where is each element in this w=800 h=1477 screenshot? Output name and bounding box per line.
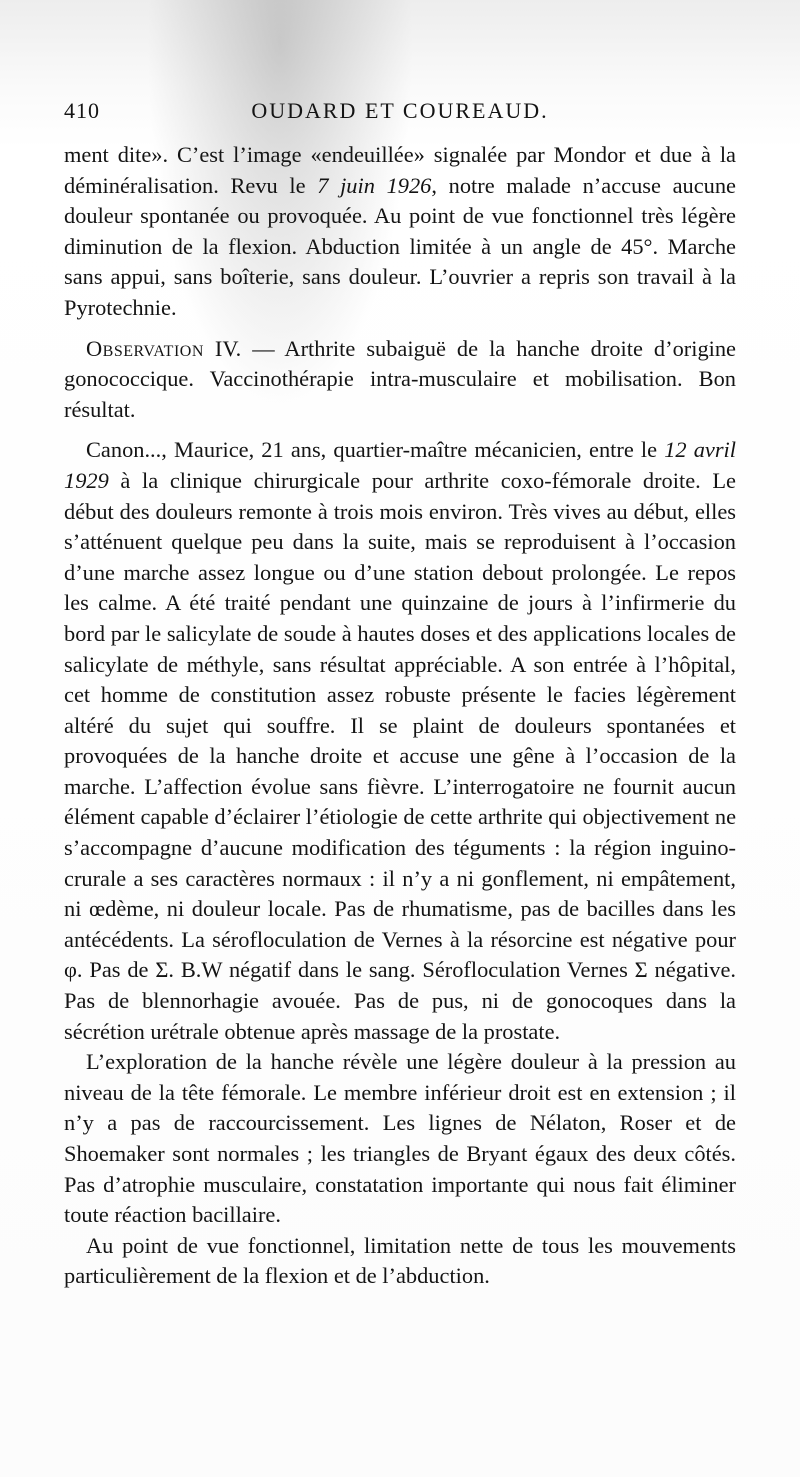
date-revisit: 7 juin 1926 (317, 172, 432, 198)
date-admission: 12 avril 1929 (64, 437, 736, 493)
running-title: OUDARD ET COUREAUD. (251, 98, 549, 123)
body-text (64, 140, 736, 1292)
page-header (64, 98, 736, 128)
paragraph-1-text-a: ment dite». C’est l’image «endeuillée» signalée par Mondor et due à la déminéralisation. Revu le (64, 142, 736, 198)
paragraph-5: Au point de vue fonctionnel, limitation nette de tous les mouvements particulièrement de la flexion et de l’abduction. (64, 1232, 736, 1289)
observation-title: IV. — Arthrite subaiguë de la hanche droite d’origine gonococcique. Vaccinothérapie intra-musculaire et mobilisation. Bon résultat. (64, 335, 736, 422)
observation-heading (64, 334, 736, 426)
paragraph-3-text-a: Canon..., Maurice, 21 ans, quartier-maître mécanicien, entre le (86, 437, 665, 463)
paragraph-1 (64, 140, 736, 324)
paragraph-3-text-b: à la clinique chirurgicale pour arthrite coxo-fémorale droite. Le début des douleurs remonte à trois mois environ. Très vives au début, elles s’atténuent quelque peu dans la suite, mais se reproduisent à l’occasion d’une marche assez longue ou d’une station debout prolongée. Le repos les calme. A été traité pendant une quinzaine de jours à l’infirmerie du bord par le salicylate de soude à hautes doses et des applications locales de salicylate de méthyle, sans résultat appréciable. A son entrée à l’hôpital, cet homme de constitution assez robuste présente le facies légèrement altéré du sujet qui souffre. Il se plaint de douleurs spontanées et provoquées de la hanche droite et accuse une gêne à l’occasion de la marche. L’affection évolue sans fièvre. L’interrogatoire ne fournit aucun élément capable d’éclairer l’étiologie de cette arthrite qui objectivement ne s’accompagne d’aucune modification des téguments : la région inguino-crurale a ses caractères normaux : il n’y a ni gonflement, ni empâtement, ni œdème, ni douleur locale. Pas de rhumatisme, pas de bacilles dans les antécédents. La sérofloculation de Vernes à la résorcine est négative pour φ. Pas de Σ. B.W négatif dans le sang. Sérofloculation Vernes Σ négative. Pas de blennorhagie avouée. Pas de pus, ni de gonocoques dans la sécrétion urétrale obtenue après massage de la prostate. (64, 467, 737, 1044)
observation-label: Observation (86, 335, 204, 361)
paragraph-3 (64, 435, 736, 1047)
page-number: 410 (64, 98, 100, 123)
paragraph-4: L’exploration de la hanche révèle une légère douleur à la pression au niveau de la tête fémorale. Le membre inférieur droit est en extension ; il n’y a pas de raccourcissement. Les lignes de Nélaton, Roser et de Shoemaker sont normales ; les triangles de Bryant égaux des deux côtés. Pas d’atrophie musculaire, constatation importante qui nous fait éliminer toute réaction bacillaire. (64, 1049, 736, 1228)
paragraph-1-text-b: , notre malade n’accuse aucune douleur spontanée ou provoquée. Au point de vue fonctionnel très légère diminution de la flexion. Abduction limitée à un angle de 45°. Marche sans appui, sans boîterie, sans douleur. L’ouvrier a repris son travail à la Pyrotechnie. (64, 172, 736, 320)
